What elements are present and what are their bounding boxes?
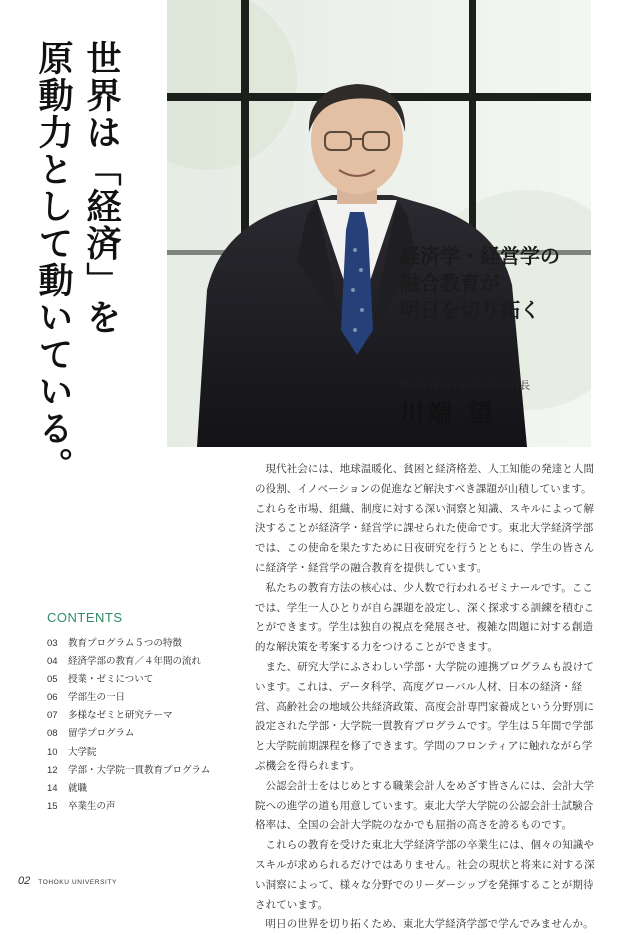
toc-label: 大学院 [68,746,97,758]
toc-page-number: 10 [47,746,58,758]
overlay-line-2: 融合教育が [400,271,500,295]
contents-heading: CONTENTS [47,610,123,625]
toc-label: 教育プログラム５つの特徴 [68,638,182,649]
toc-label: 授業・ゼミについて [68,674,154,686]
university-name: TOHOKU UNIVERSITY [38,879,117,886]
overlay-catchphrase [400,243,560,324]
dean-name: 川端 望 [400,399,497,427]
toc-label: 就職 [68,782,88,794]
toc-page-number: 07 [47,710,58,722]
headline-line-1: 世界は「経済」を [81,40,121,336]
body-paragraph: 現代社会には、地球温暖化、貧困と経済格差、人工知能の発達と人間の役割、イノベーションの促進など解決すべき課題が山積しています。これらを市場、組織、制度に対する深い洞察と知識、スキルによって解決することが経済学・経営学に課せられた使命です。東北大学経済学部では、この使命を果たすために日夜研究を行うとともに、学生の皆さんに経済学・経営学の融合教育を提供しています。 [255,463,595,574]
toc-item[interactable] [47,762,247,780]
toc-label: 留学プログラム [68,728,135,740]
body-paragraph: 私たちの教育方法の核心は、少人数で行われるゼミナールです。ここでは、学生一人ひとりが自ら課題を設定し、深く探求する訓練を積むことができます。学生は独自の視点を発展させ、複雑な問題に対する創造的な解決策を考案する力をつけることができます。 [255,581,595,654]
toc-item[interactable] [47,780,247,798]
toc-item[interactable] [47,671,247,689]
body-paragraph: 公認会計士をはじめとする職業会計人をめざす皆さんには、会計大学院への進学の道も用意しています。東北大学大学院の公認会計士試験合格率は、全国の会計大学院のなかでも屈指の高さを誇るものです。 [255,779,595,832]
toc-item[interactable] [47,635,247,653]
body-paragraph: また、研究大学にふさわしい学部・大学院の連携プログラムも設けています。これは、データ科学、高度グローバル人材、日本の経済・経営、高齢社会の地域公共経済政策、高度会計専門家養成という分野別に設定された学部・大学院一貫教育プログラムです。学生は５年間で学部と大学院前期課程を修了できます。学問のフロンティアに触れながら学ぶ機会を得られます。 [255,660,595,772]
toc-item[interactable] [47,725,247,743]
toc-page-number: 05 [47,674,58,686]
toc-label: 多様なゼミと研究テーマ [68,710,173,722]
body-paragraph: 明日の世界を切り拓くため、東北大学経済学部で学んでみませんか。 [265,918,594,931]
toc-page-number: 04 [47,656,58,668]
toc-label: 卒業生の声 [68,800,116,812]
toc-item[interactable] [47,798,247,816]
toc-page-number: 06 [47,692,58,704]
toc-page-number: 08 [47,728,58,740]
dean-role: 経済学部長・経済学研究科長 [400,381,530,392]
page-number: 02 [18,875,31,887]
overlay-line-3: 明日を切り拓く [400,298,540,322]
body-paragraph: これらの教育を受けた東北大学経済学部の卒業生には、個々の知識やスキルが求められるだけではありません。社会の現状と将来に対する深い洞察によって、様々な分野でのリーダーシップを発揮することが期待されています。 [255,839,595,911]
toc-label: 学部・大学院一貫教育プログラム [68,764,211,776]
message-body [255,460,597,935]
toc-page-number: 03 [47,638,58,649]
overlay-line-1: 経済学・経営学の [400,244,560,268]
page-footer [18,875,117,887]
toc-item[interactable] [47,707,247,725]
toc-label: 経済学部の教育／４年間の流れ [68,656,202,668]
toc-page-number: 14 [47,782,58,794]
toc-item[interactable] [47,744,247,762]
toc-label: 学部生の一日 [68,692,126,704]
table-of-contents [47,635,247,816]
headline-line-2: 原動力として動いている。 [33,40,73,484]
toc-page-number: 12 [47,764,58,776]
toc-page-number: 15 [47,800,58,812]
toc-item[interactable] [47,689,247,707]
toc-item[interactable] [47,653,247,671]
